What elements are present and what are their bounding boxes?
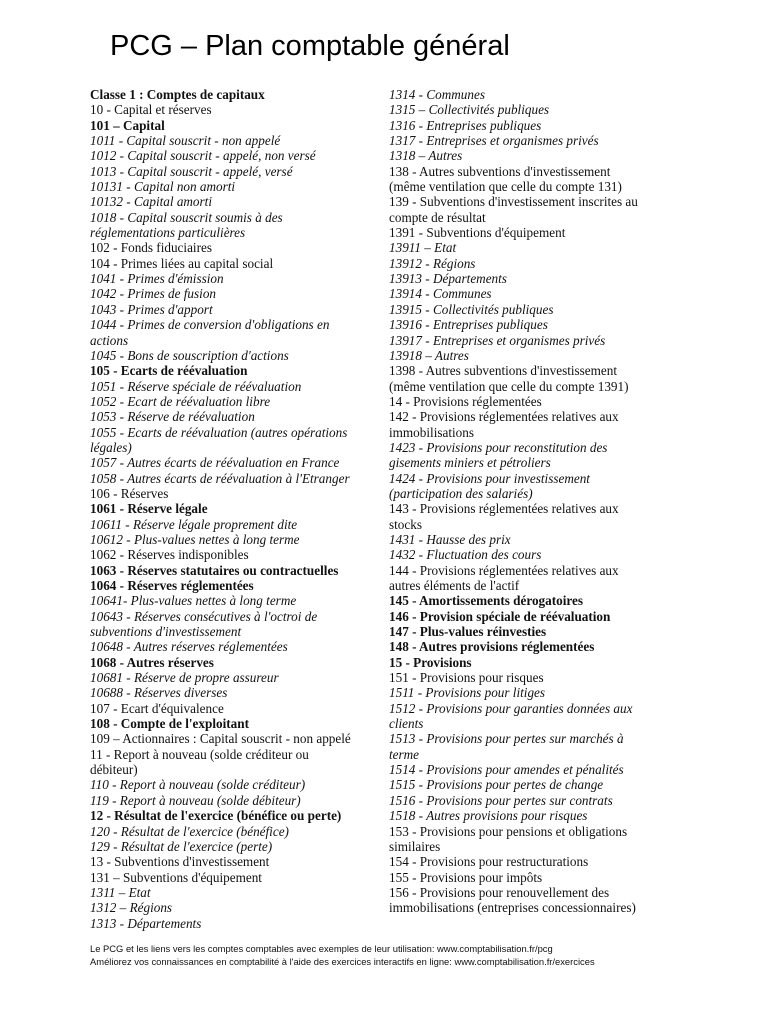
account-line: 1061 - Réserve légale <box>90 501 208 517</box>
account-line: 1052 - Ecart de réévaluation libre <box>90 393 271 409</box>
account-line: 1511 - Provisions pour litiges <box>389 685 546 701</box>
account-line: 1316 - Entreprises publiques <box>389 117 542 133</box>
account-line: 13915 - Collectivités publiques <box>389 301 554 317</box>
account-line: légales) <box>90 439 132 455</box>
account-line: 144 - Provisions réglementées relatives aux <box>389 562 619 578</box>
account-line: 153 - Provisions pour pensions et obligations <box>389 823 628 839</box>
account-line: 14 - Provisions réglementées <box>389 393 542 409</box>
account-line: 1391 - Subventions d'équipement <box>389 225 566 241</box>
account-line: 110 - Report à nouveau (solde créditeur) <box>90 777 306 793</box>
account-line: similaires <box>389 838 441 854</box>
account-line: Classe 1 : Comptes de capitaux <box>90 87 265 102</box>
account-line: 10641- Plus-values nettes à long terme <box>90 593 297 609</box>
account-line: 13914 - Communes <box>389 286 492 302</box>
page-title: PCG – Plan comptable général <box>110 30 510 62</box>
account-line: 13917 - Entreprises et organismes privés <box>389 332 606 348</box>
account-line: 1317 - Entreprises et organismes privés <box>389 133 599 149</box>
account-line: 1314 - Communes <box>389 87 485 102</box>
account-line: 139 - Subventions d'investissement inscrites au <box>389 194 638 210</box>
account-line: 155 - Provisions pour impôts <box>389 869 543 885</box>
account-line: 1423 - Provisions pour reconstitution des <box>389 439 608 455</box>
account-line: 1515 - Provisions pour pertes de change <box>389 777 604 793</box>
account-line: 1513 - Provisions pour pertes sur marchés à <box>389 731 624 747</box>
account-line: 1013 - Capital souscrit - appelé, versé <box>90 163 293 179</box>
account-line: 10131 - Capital non amorti <box>90 179 236 195</box>
account-line: 1011 - Capital souscrit - non appelé <box>90 133 281 149</box>
account-line: gisements miniers et pétroliers <box>389 455 551 471</box>
account-line: 148 - Autres provisions réglementées <box>389 639 595 655</box>
account-line: 13916 - Entreprises publiques <box>389 317 548 333</box>
account-line: 13913 - Départements <box>389 271 507 287</box>
account-line: 1514 - Provisions pour amendes et pénalités <box>389 762 624 778</box>
account-line: 10132 - Capital amorti <box>90 194 212 210</box>
account-line: 1044 - Primes de conversion d'obligations en <box>90 317 330 333</box>
account-line: 1062 - Réserves indisponibles <box>90 547 249 563</box>
account-line: 107 - Ecart d'équivalence <box>90 700 224 716</box>
account-line: 1064 - Réserves réglementées <box>90 578 254 593</box>
account-line: 145 - Amortissements dérogatoires <box>389 593 583 609</box>
account-line: 131 – Subventions d'équipement <box>90 869 262 885</box>
account-line: 1053 - Réserve de réévaluation <box>90 409 255 425</box>
account-line: 1041 - Primes d'émission <box>90 271 224 287</box>
account-line: 1068 - Autres réserves <box>90 654 214 670</box>
account-line: (même ventilation que celle du compte 1391) <box>389 378 629 394</box>
account-line: 15 - Provisions <box>389 654 472 670</box>
account-line: 1318 – Autres <box>389 148 463 164</box>
account-line: 13911 – Etat <box>389 240 457 256</box>
account-line: 1043 - Primes d'apport <box>90 301 213 317</box>
account-line: 108 - Compte de l'exploitant <box>90 716 249 732</box>
account-line: 1018 - Capital souscrit soumis à des <box>90 209 283 225</box>
account-line: 129 - Résultat de l'exercice (perte) <box>90 838 273 854</box>
footer-line-pcg: Le PCG et les liens vers les comptes comptables avec exemples de leur utilisation: www.comptabilisation.fr/pcg <box>90 943 553 954</box>
account-line: 105 - Ecarts de réévaluation <box>90 363 248 379</box>
account-line: immobilisations <box>389 424 474 440</box>
account-line: 1398 - Autres subventions d'investissement <box>389 363 618 379</box>
account-line: 151 - Provisions pour risques <box>389 670 544 686</box>
account-line: 101 – Capital <box>90 117 165 133</box>
account-line: 119 - Report à nouveau (solde débiteur) <box>90 792 301 808</box>
account-line: 138 - Autres subventions d'investissement <box>389 163 611 179</box>
account-line: 1311 – Etat <box>90 884 151 900</box>
account-line: 10612 - Plus-values nettes à long terme <box>90 531 300 547</box>
account-line: 143 - Provisions réglementées relatives aux <box>389 501 619 517</box>
account-line: (participation des salariés) <box>389 485 533 501</box>
account-line: 1045 - Bons de souscription d'actions <box>90 347 289 363</box>
account-line: 1012 - Capital souscrit - appelé, non versé <box>90 148 316 164</box>
account-line: 1055 - Ecarts de réévaluation (autres opérations <box>90 424 348 440</box>
account-line: 1312 – Régions <box>90 900 173 916</box>
account-line: 156 - Provisions pour renouvellement des <box>389 884 610 900</box>
account-line: 1512 - Provisions pour garanties données aux <box>389 700 633 716</box>
account-line: 142 - Provisions réglementées relatives aux <box>389 409 619 425</box>
account-line: 10 - Capital et réserves <box>90 102 212 118</box>
account-line: 1516 - Provisions pour pertes sur contrats <box>389 792 613 808</box>
account-line: 12 - Résultat de l'exercice (bénéfice ou perte) <box>90 808 342 824</box>
account-line: 1315 – Collectivités publiques <box>389 102 550 118</box>
account-line: 10611 - Réserve légale proprement dite <box>90 516 298 532</box>
right-column <box>389 87 669 916</box>
account-line: autres éléments de l'actif <box>389 578 520 593</box>
account-line: 109 – Actionnaires : Capital souscrit - non appelé <box>90 731 351 747</box>
left-column <box>90 87 382 931</box>
account-line: débiteur) <box>90 762 138 778</box>
account-line: 154 - Provisions pour restructurations <box>389 854 589 870</box>
account-line: 10688 - Réserves diverses <box>90 685 228 701</box>
footer-line-exercices: Améliorez vos connaissances en comptabilité à l'aide des exercices interactifs en ligne: www.comptabilisation.fr/exercices <box>90 956 595 967</box>
account-line: 120 - Résultat de l'exercice (bénéfice) <box>90 823 289 839</box>
account-line: stocks <box>389 516 422 532</box>
account-line: 10681 - Réserve de propre assureur <box>90 670 279 686</box>
account-line: 13912 - Régions <box>389 255 476 271</box>
account-line: 106 - Réserves <box>90 485 169 501</box>
account-line: 1051 - Réserve spéciale de réévaluation <box>90 378 302 394</box>
footer <box>90 942 595 968</box>
account-line: 104 - Primes liées au capital social <box>90 255 274 271</box>
account-line: 1058 - Autres écarts de réévaluation à l'Etranger <box>90 470 350 486</box>
account-line: 1063 - Réserves statutaires ou contractuelles <box>90 562 339 578</box>
account-line: clients <box>389 716 424 732</box>
account-line: 13 - Subventions d'investissement <box>90 854 270 870</box>
account-line: 13918 – Autres <box>389 347 469 363</box>
account-line: 1518 - Autres provisions pour risques <box>389 808 588 824</box>
account-line: actions <box>90 332 129 348</box>
account-line: 10643 - Réserves consécutives à l'octroi de <box>90 608 318 624</box>
account-line: réglementations particulières <box>90 225 246 241</box>
account-line: 1432 - Fluctuation des cours <box>389 547 542 563</box>
account-line: (même ventilation que celle du compte 131) <box>389 179 622 195</box>
account-line: subventions d'investissement <box>90 624 242 640</box>
account-line: 10648 - Autres réserves réglementées <box>90 639 288 655</box>
account-line: immobilisations (entreprises concessionnaires) <box>389 900 636 916</box>
account-line: 1057 - Autres écarts de réévaluation en France <box>90 455 340 471</box>
account-line: terme <box>389 746 420 762</box>
account-line: 1431 - Hausse des prix <box>389 531 511 547</box>
account-line: 11 - Report à nouveau (solde créditeur ou <box>90 746 309 762</box>
account-line: 146 - Provision spéciale de réévaluation <box>389 608 611 624</box>
account-line: compte de résultat <box>389 209 486 225</box>
account-line: 102 - Fonds fiduciaires <box>90 240 212 256</box>
account-line: 1313 - Départements <box>90 915 202 931</box>
account-line: 1424 - Provisions pour investissement <box>389 470 590 486</box>
account-line: 1042 - Primes de fusion <box>90 286 217 302</box>
account-line: 147 - Plus-values réinvesties <box>389 624 547 640</box>
